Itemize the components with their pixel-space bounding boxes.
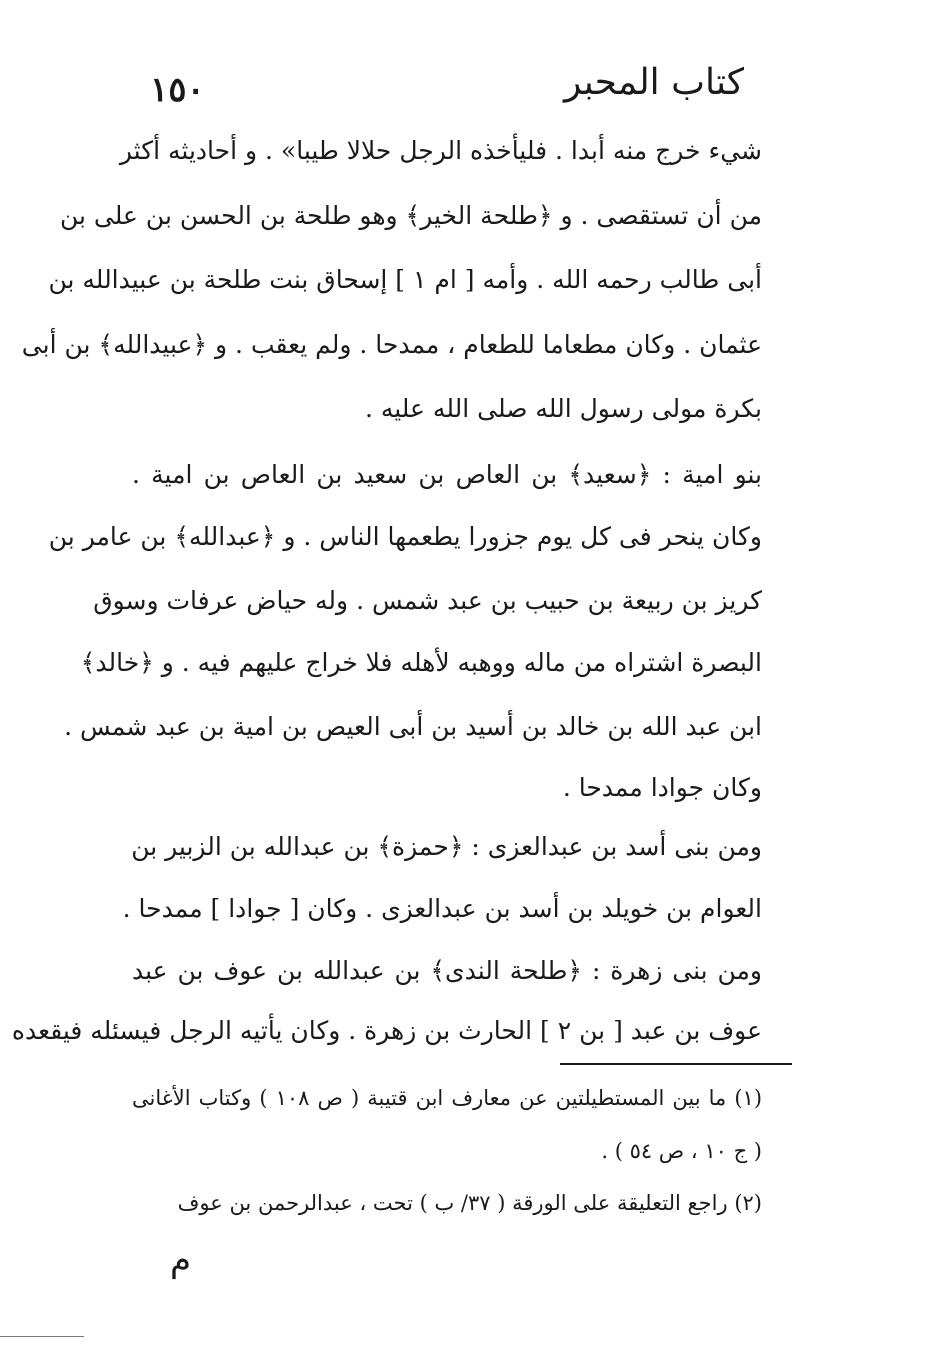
footnote-separator <box>560 1063 792 1065</box>
body-line: ومن بنى أسد بن عبدالعزى : ﴿حمزة﴾ بن عبدالله بن الزبير بن <box>131 832 762 861</box>
body-line: كريز بن ربيعة بن حبيب بن عبد شمس . وله حياض عرفات وسوق <box>93 586 762 615</box>
body-line: أبى طالب رحمه الله . وأمه [ ام ١ ] إسحاق بنت طلحة بن عبيدالله بن <box>48 265 762 294</box>
footnote-line: (٢) راجع التعليقة على الورقة ( ٣٧/ ب ) تحت ، عبدالرحمن بن عوف <box>177 1191 762 1215</box>
footnote-line: (١) ما بين المستطيلتين عن معارف ابن قتيبة ( ص ١٠٨ ) وكتاب الأغانى <box>132 1086 763 1110</box>
body-line: من أن تستقصى . و ﴿طلحة الخير﴾ وهو طلحة بن الحسن بن على بن <box>60 201 762 230</box>
body-line: وكان ينحر فى كل يوم جزورا يطعمها الناس . و ﴿عبدالله﴾ بن عامر بن <box>48 522 762 551</box>
body-line: ومن بنى زهرة : ﴿طلحة الندى﴾ بن عبدالله بن عوف بن عبد <box>132 956 762 985</box>
body-line: بكرة مولى رسول الله صلى الله عليه . <box>364 394 762 423</box>
running-title: كتاب المحبر <box>563 62 744 103</box>
body-line: وكان جوادا ممدحا . <box>562 773 762 802</box>
body-line: العوام بن خويلد بن أسد بن عبدالعزى . وكان [ جوادا ] ممدحا . <box>122 894 762 923</box>
page-number: ١٥٠ <box>150 70 205 110</box>
body-line: البصرة اشتراه من ماله ووهبه لأهله فلا خراج عليهم فيه . و ﴿خالد﴾ <box>80 648 762 677</box>
scan-artifact <box>0 1336 84 1337</box>
footnote-line: ( ج ١٠ ، ص ٥٤ ) . <box>601 1139 762 1163</box>
body-line: بنو امية : ﴿سعيد﴾ بن العاص بن سعيد بن العاص بن امية . <box>132 460 762 489</box>
body-line: عثمان . وكان مطعاما للطعام ، ممدحا . ولم يعقب . و ﴿عبيدالله﴾ بن أبى <box>21 330 762 359</box>
body-line: شيء خرج منه أبدا . فليأخذه الرجل حلالا طيبا» . و أحاديثه أكثر <box>119 136 762 165</box>
body-line: عوف بن عبد [ بن ٢ ] الحارث بن زهرة . وكان يأتيه الرجل فيسئله فيقعده <box>11 1016 762 1045</box>
signature-mark: م <box>170 1240 192 1280</box>
body-line: ابن عبد الله بن خالد بن أسيد بن أبى العيص بن امية بن عبد شمس . <box>64 712 762 741</box>
